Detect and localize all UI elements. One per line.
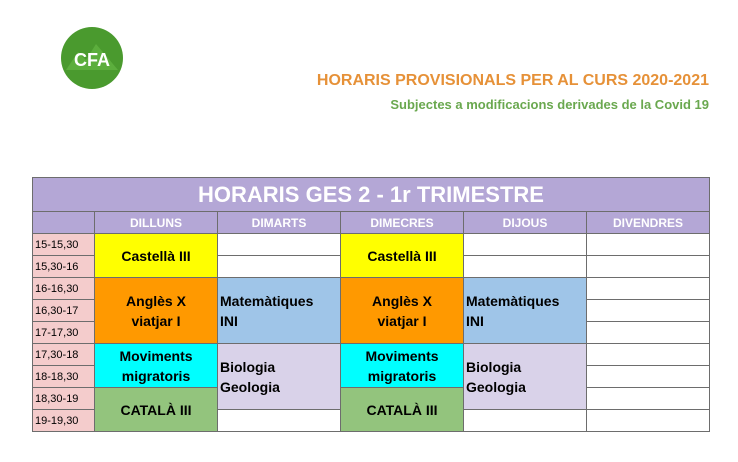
corner-cell [33,212,95,234]
class-castella-dimecres: Castellà III [341,234,464,278]
subject-line: Anglès X [126,292,186,309]
time-slot: 16-16,30 [33,278,95,300]
class-biologia-dijous [464,344,587,410]
subject-line: Geologia [220,378,280,395]
class-moviments-dilluns [95,344,218,388]
time-slot: 16,30-17 [33,300,95,322]
subject-line: migratoris [367,367,437,384]
empty-slot [218,410,341,432]
empty-slot [587,366,710,388]
subject-line: INI [466,312,484,329]
page-title: HORARIS PROVISIONALS PER AL CURS 2020-2021 [316,72,709,89]
empty-slot [218,234,341,256]
schedule-table [32,177,710,432]
subject-line: Matemàtiques [220,292,314,309]
empty-slot [218,256,341,278]
empty-slot [587,278,710,300]
class-angles-dimecres [341,278,464,344]
subject-line: Geologia [466,378,526,395]
empty-slot [587,300,710,322]
page-subtitle: Subjectes a modificacions derivades de la Covid 19 [390,97,709,112]
empty-slot [587,234,710,256]
day-header: DIJOUS [464,212,587,234]
empty-slot [587,410,710,432]
class-catala-dimecres: CATALÀ III [341,388,464,432]
subject-line: viatjar I [377,312,427,329]
empty-slot [464,234,587,256]
class-castella-dilluns: Castellà III [95,234,218,278]
day-header: DIMECRES [341,212,464,234]
time-slot: 18,30-19 [33,388,95,410]
subject-line: viatjar I [131,312,181,329]
cfa-logo-icon [60,26,124,90]
cfa-logo [60,26,124,90]
day-header: DIMARTS [218,212,341,234]
subject-line: Moviments [119,347,193,364]
day-header: DILLUNS [95,212,218,234]
empty-slot [587,388,710,410]
subject-line: Matemàtiques [466,292,560,309]
empty-slot [587,344,710,366]
subject-line: Anglès X [372,292,432,309]
subject-line: INI [220,312,238,329]
class-angles-dilluns [95,278,218,344]
class-matematiques-dijous [464,278,587,344]
time-slot: 15-15,30 [33,234,95,256]
time-slot: 17,30-18 [33,344,95,366]
day-header: DIVENDRES [587,212,710,234]
subject-line: migratoris [121,367,191,384]
time-slot: 15,30-16 [33,256,95,278]
subject-line: Moviments [365,347,439,364]
class-biologia-dimarts [218,344,341,410]
subject-line: Biologia [466,358,522,375]
time-slot: 17-17,30 [33,322,95,344]
class-matematiques-dimarts [218,278,341,344]
empty-slot [464,256,587,278]
empty-slot [587,322,710,344]
schedule-title: HORARIS GES 2 - 1r TRIMESTRE [33,178,710,212]
logo-text: CFA [74,50,110,70]
time-slot: 19-19,30 [33,410,95,432]
class-catala-dilluns: CATALÀ III [95,388,218,432]
class-moviments-dimecres [341,344,464,388]
empty-slot [587,256,710,278]
subject-line: Biologia [220,358,276,375]
time-slot: 18-18,30 [33,366,95,388]
empty-slot [464,410,587,432]
